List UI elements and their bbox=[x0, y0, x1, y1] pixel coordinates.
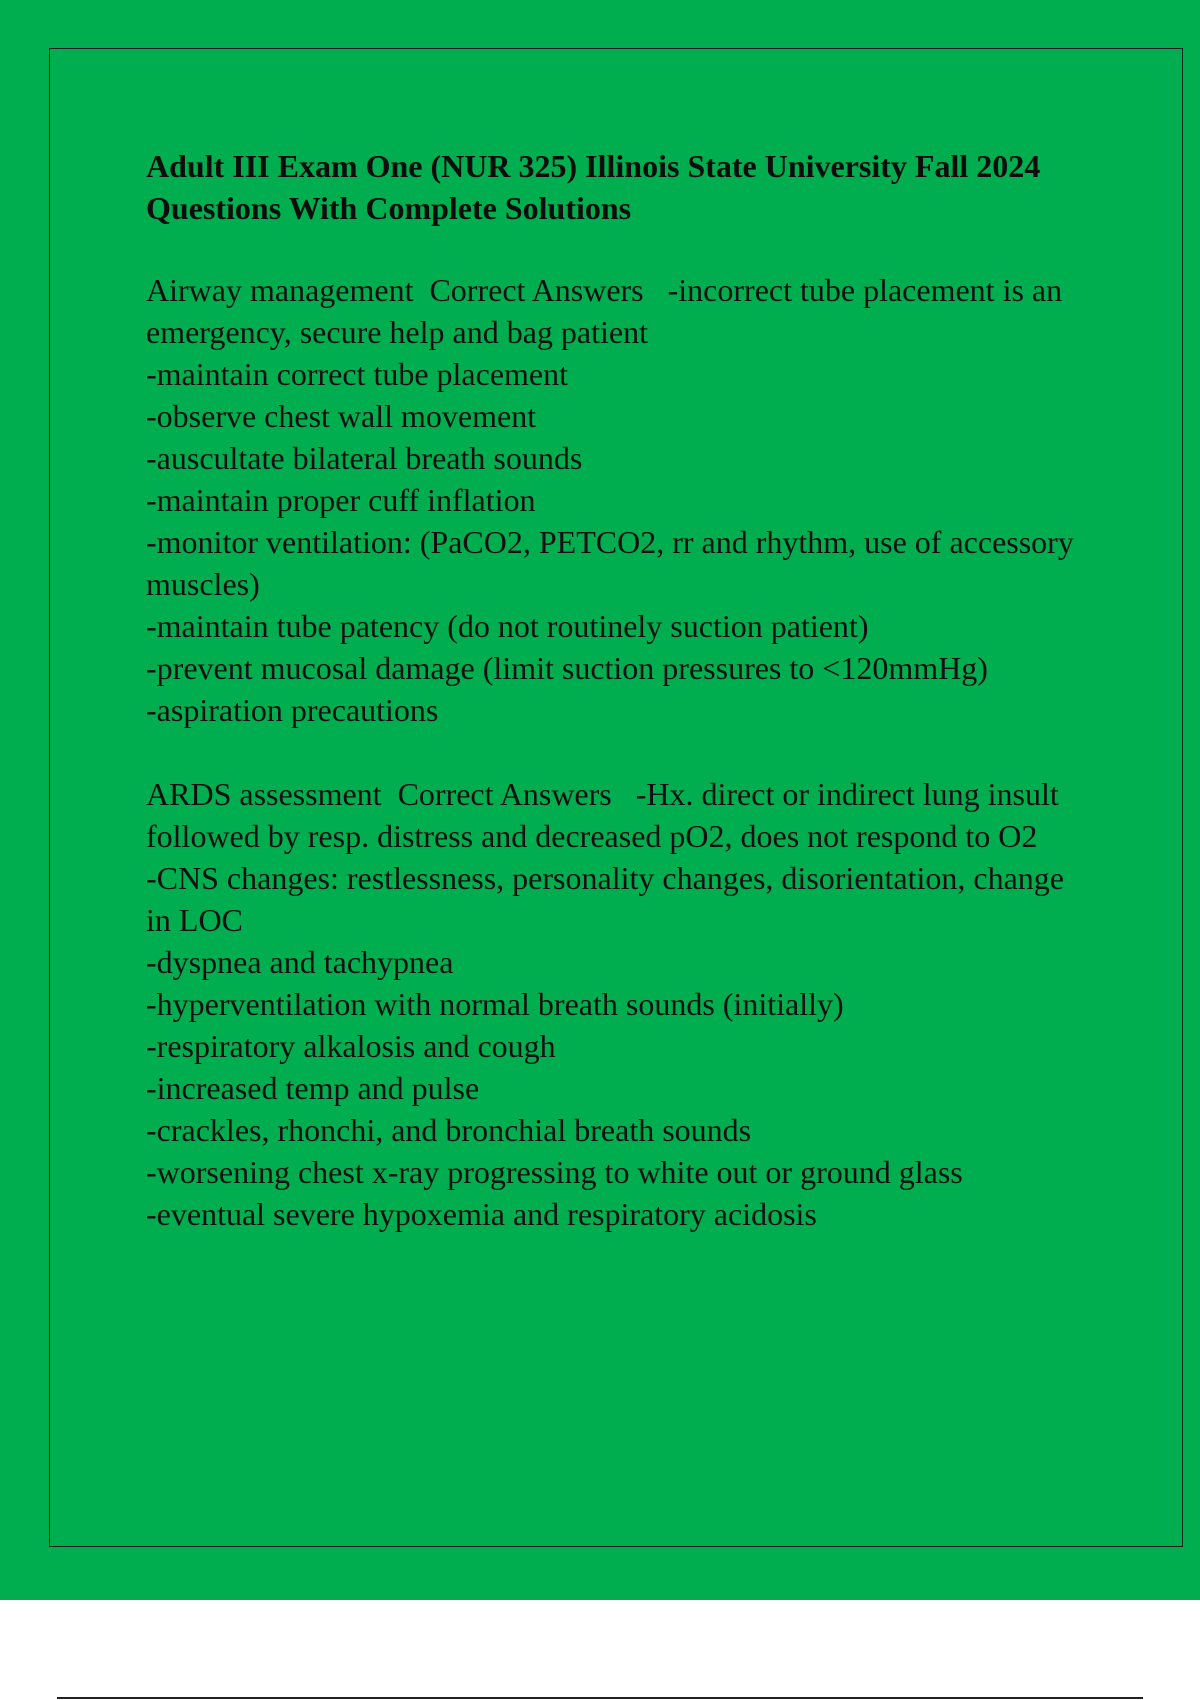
document-body bbox=[146, 145, 1086, 1277]
answer-label: Correct Answers bbox=[397, 776, 612, 812]
answer-item: -aspiration precautions bbox=[146, 692, 439, 728]
answer-item: -maintain tube patency (do not routinely suction patient) bbox=[146, 608, 869, 644]
answer-item: -worsening chest x-ray progressing to white out or ground glass bbox=[146, 1154, 963, 1190]
answer-item: -hyperventilation with normal breath sounds (initially) bbox=[146, 986, 844, 1022]
answer-first-line: -incorrect tube placement is an emergency, secure help and bag patient bbox=[146, 272, 1063, 350]
answer-item: -monitor ventilation: (PaCO2, PETCO2, rr and rhythm, use of accessory muscles) bbox=[146, 524, 1074, 602]
qa-section-airway-management bbox=[146, 269, 1086, 731]
answer-item: -auscultate bilateral breath sounds bbox=[146, 440, 583, 476]
answer-item: -increased temp and pulse bbox=[146, 1070, 480, 1106]
answer-item: -observe chest wall movement bbox=[146, 398, 537, 434]
answer-item: -prevent mucosal damage (limit suction pressures to <120mmHg) bbox=[146, 650, 988, 686]
qa-lead-line bbox=[146, 269, 1086, 353]
answer-item: -maintain correct tube placement bbox=[146, 356, 569, 392]
answer-item: -crackles, rhonchi, and bronchial breath sounds bbox=[146, 1112, 752, 1148]
answer-item: -maintain proper cuff inflation bbox=[146, 482, 536, 518]
qa-section-ards-assessment bbox=[146, 773, 1086, 1235]
answer-first-line: -Hx. direct or indirect lung insult followed by resp. distress and decreased pO2, does not respond to O2 bbox=[146, 776, 1059, 854]
question-term: Airway management bbox=[146, 272, 414, 308]
question-term: ARDS assessment bbox=[146, 776, 382, 812]
document-title: Adult III Exam One (NUR 325) Illinois State University Fall 2024 Questions With Complete Solutions bbox=[146, 148, 1041, 226]
answer-label: Correct Answers bbox=[429, 272, 644, 308]
answer-item: -respiratory alkalosis and cough bbox=[146, 1028, 556, 1064]
footer-rule bbox=[57, 1697, 1143, 1699]
answer-item: -CNS changes: restlessness, personality changes, disorientation, change in LOC bbox=[146, 860, 1064, 938]
answer-item: -dyspnea and tachypnea bbox=[146, 944, 454, 980]
answer-item: -eventual severe hypoxemia and respiratory acidosis bbox=[146, 1196, 817, 1232]
qa-lead-line bbox=[146, 773, 1086, 857]
